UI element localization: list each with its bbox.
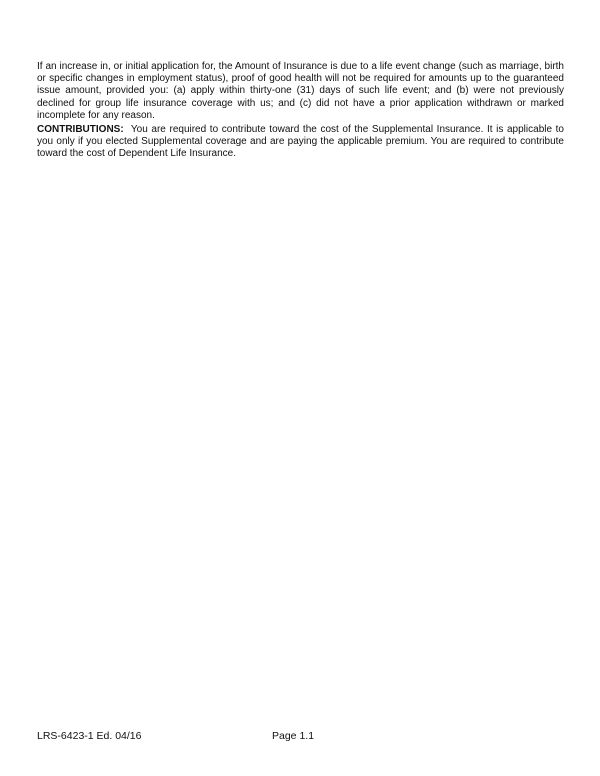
contributions-text: You are required to contribute toward the cost of the Supplemental Insurance. It is applicable to you only if you elected Supplemental coverage and are paying the applicable premium. You are required to contribute toward the cost of Dependent Life Insurance. [37, 124, 564, 160]
contributions-paragraph [37, 124, 564, 161]
contributions-heading: CONTRIBUTIONS: [37, 124, 124, 135]
form-number: LRS-6423-1 Ed. 04/16 [37, 730, 142, 742]
page-number: Page 1.1 [272, 730, 315, 742]
life-event-paragraph: If an increase in, or initial application for, the Amount of Insurance is due to a life event change (such as marriage, birth or specific changes in employment status), proof of good health will not be required for amounts up to the guaranteed issue amount, provided you: (a) apply within thirty-one (31) days of such life event; and (b) were not previously declined for group life insurance coverage with us; and (c) did not have a prior application withdrawn or marked incomplete for any reason. [37, 61, 564, 121]
